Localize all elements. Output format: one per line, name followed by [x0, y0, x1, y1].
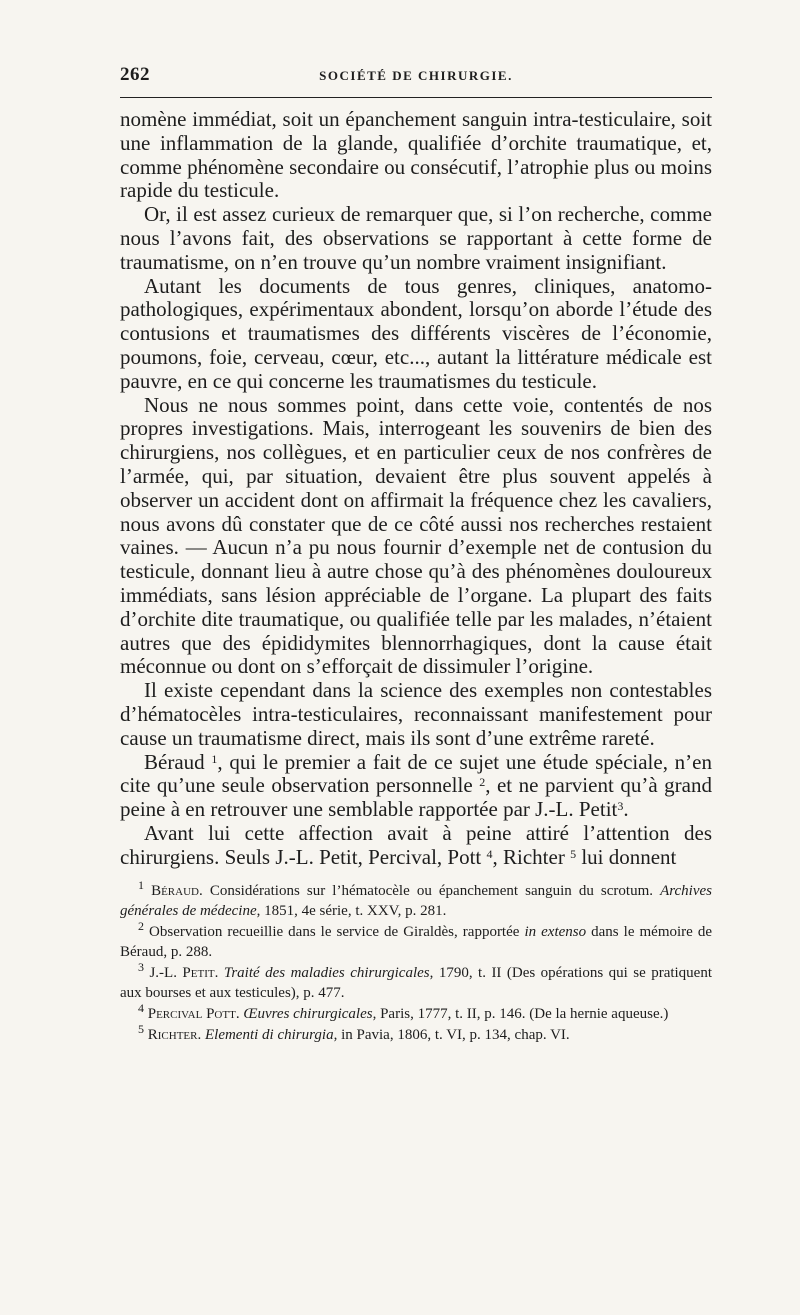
- footnote: [120, 918, 712, 963]
- text-run: , qui le premier a fait de ce sujet une étude spéciale, n’en cite qu’une seule observation personnelle: [120, 749, 712, 798]
- footnote-ref[interactable]: 4: [486, 846, 493, 861]
- text-run: , 1851, 4e série, t. XXV, p. 281.: [256, 903, 447, 920]
- footnote-author: Percival Pott: [147, 1006, 236, 1023]
- text-run: Avant lui cette affection avait à peine attiré l’attention des chirurgiens. Seuls J.-L. Petit, Percival, Pott: [120, 820, 712, 869]
- journal-title: Archives générales de médecine: [120, 882, 712, 920]
- text-run: , 1790, t. II (Des opérations qui se pratiquent aux bourses et aux testicules), p. 477.: [120, 964, 713, 1002]
- book-title: Elementi di chirurgia: [204, 1026, 334, 1043]
- footnote: [120, 959, 713, 1004]
- emphasis: in extenso: [524, 923, 587, 940]
- text-run: .: [197, 1026, 205, 1043]
- text-run: lui donnent: [576, 844, 677, 869]
- text-run: .: [214, 964, 224, 981]
- paragraph: Nous ne nous sommes point, dans cette voie, contentés de nos propres investigations. Mais, interrogeant les souvenirs de bien des chirurgiens, nos collègues, et en particulier ceux de nos confrères de l’armée, qui, par situation, devaient être plus souvent appelés à observer un accident dont on affirmait la fréquence chez les cavaliers, nous avons dû constater que de ce côté aussi nos recherches restaient vaines. — Aucun n’a pu nous fournir d’exemple net de contusion du testicule, donnant lieu à autre chose qu’à des phénomènes douloureux immédiats, sans lésion appréciable de l’organe. La plupart des faits d’orchite dite traumatique, ou qualifiée telle par les malades, n’étaient autres que des épididymites blennorrhagiques, dont la cause était méconnue ou dont on s’efforçait de dissimuler l’origine.: [120, 392, 712, 679]
- footnote-author: Béraud: [151, 882, 199, 899]
- footnote-author: Richter: [147, 1026, 198, 1043]
- text-run: Béraud: [144, 749, 212, 774]
- paragraph: Il existe cependant dans la science des exemples non contestables d’hématocèles intra-testiculaires, reconnaissant manifestement pour cause un traumatisme direct, mais ils sont d’une extrême rareté.: [120, 678, 712, 750]
- text-run: . Considérations sur l’hématocèle ou épanchement sanguin du scrotum.: [198, 882, 661, 899]
- footnote-mark: 4: [138, 1001, 144, 1016]
- text-run: , Paris, 1777, t. II, p. 146. (De la hernie aqueuse.): [372, 1006, 669, 1023]
- text-run: , Richter: [492, 844, 571, 869]
- footnote: [120, 1021, 712, 1046]
- text-run: , in Pavia, 1806, t. VI, p. 134, chap. VI.: [333, 1026, 570, 1043]
- footnote-ref[interactable]: 3: [617, 799, 624, 814]
- paragraph: Autant les documents de tous genres, cliniques, anatomo-pathologiques, expérimentaux abondent, lorsqu’on aborde l’étude des contusions et traumatismes des différents viscères de l’économie, poumons, foie, cerveau, cœur, etc..., autant la littérature médicale est pauvre, en ce qui concerne les traumatismes du testicule.: [120, 273, 712, 393]
- book-title: Traité des maladies chirurgicales: [223, 964, 430, 981]
- footnote: [120, 877, 712, 922]
- text-run: , et ne parvient qu’à grand peine à en retrouver une semblable rapportée par J.-L. Petit: [120, 773, 712, 822]
- book-title: Œuvres chirurgicales: [243, 1006, 373, 1023]
- paragraph: nomène immédiat, soit un épanchement sanguin intra-testiculaire, soit une inflammation de la glande, qualifiée d’orchite traumatique, et, comme phénomène secondaire ou consécutif, l’atrophie plus ou moins rapide du testicule.: [120, 107, 712, 203]
- body-text: [120, 108, 712, 870]
- footnote-ref[interactable]: 1: [211, 751, 218, 766]
- text-run: .: [623, 797, 629, 822]
- footnote-author: J.-L. Petit: [149, 964, 215, 981]
- header-rule: [120, 97, 712, 98]
- paragraph: [120, 822, 712, 870]
- footnote: [120, 1001, 712, 1025]
- text-run: dans le mémoire de Béraud, p. 288.: [120, 923, 712, 961]
- footnote-ref[interactable]: 2: [479, 775, 486, 790]
- book-page: [120, 58, 712, 1045]
- page-number: 262: [120, 64, 150, 85]
- text-run: .: [235, 1006, 244, 1023]
- footnote-mark: 2: [138, 918, 144, 933]
- footnotes: [120, 877, 713, 1046]
- footnote-mark: 3: [138, 959, 144, 974]
- running-head: [120, 58, 712, 88]
- footnote-mark: 1: [138, 877, 144, 892]
- paragraph: Or, il est assez curieux de remarquer que, si l’on recherche, comme nous l’avons fait, des observations se rapportant à cette forme de traumatisme, on n’en trouve qu’un nombre vraiment insignifiant.: [120, 202, 712, 274]
- footnote-mark: 5: [138, 1021, 144, 1036]
- footnote-ref[interactable]: 5: [570, 846, 577, 861]
- paragraph: [120, 751, 712, 822]
- running-title: SOCIÉTÉ DE CHIRURGIE.: [319, 68, 513, 83]
- text-run: Observation recueillie dans le service de Giraldès, rapportée: [144, 923, 525, 940]
